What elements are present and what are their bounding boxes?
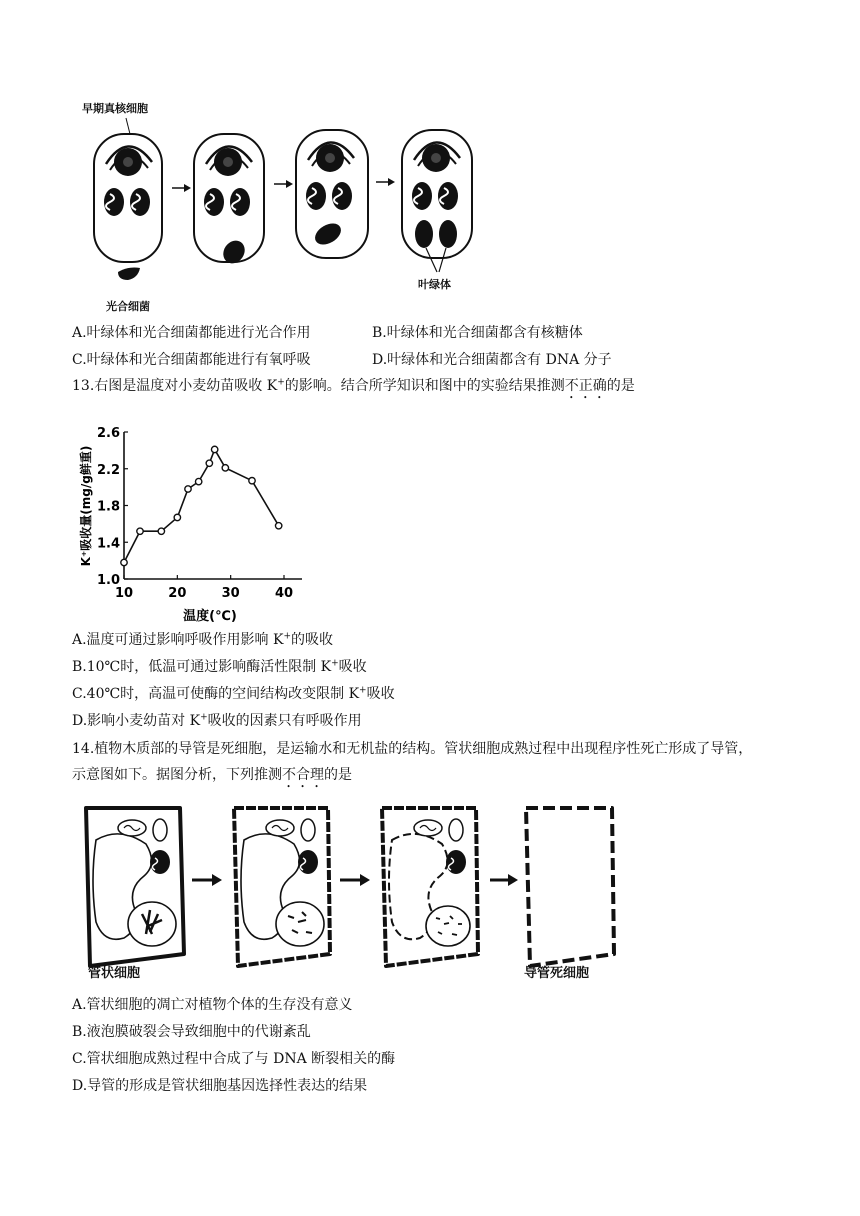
data-point — [195, 478, 201, 484]
q14-stem-line1: 14.植物木质部的导管是死细胞，是运输水和无机盐的结构。管状细胞成熟过程中出现程序性死亡形成了导管， — [72, 741, 753, 757]
q13-stem-suffix: 的是 — [606, 378, 635, 394]
q14-option-d: D.导管的形成是管状细胞基因选择性表达的结果 — [72, 1078, 368, 1094]
data-point — [211, 446, 217, 452]
data-point — [249, 477, 255, 483]
y-tick-label: 2.2 — [96, 462, 120, 478]
q13-option-b-post: 吸收 — [338, 659, 367, 675]
data-point — [222, 465, 228, 471]
q14-option-b: B.液泡膜破裂会导致细胞中的代谢紊乱 — [72, 1024, 311, 1040]
y-tick-label: 1.0 — [96, 573, 120, 588]
early-eukaryote-cell-1 — [94, 134, 162, 262]
q13-stem-mid: 的影响。结合所学知识和图中的实验结果推测 — [284, 378, 565, 394]
q13-option-a-pre: A.温度可通过影响呼吸作用影响 K — [72, 632, 284, 648]
vessel-formation-diagram — [72, 798, 620, 986]
q13-stem-sup: + — [277, 377, 285, 388]
maturing-cell — [234, 808, 330, 966]
q13-option-d-pre: D.影响小麦幼苗对 K — [72, 713, 201, 729]
series-line — [124, 449, 279, 562]
q13-option-c-sup: + — [359, 685, 367, 696]
y-tick-label: 1.4 — [96, 536, 120, 552]
x-tick-label: 30 — [221, 586, 240, 601]
data-point — [158, 528, 164, 534]
dying-cell — [382, 808, 478, 966]
label-early-eukaryote: 早期真核细胞 — [82, 102, 148, 115]
data-point — [137, 528, 143, 534]
data-point — [185, 486, 191, 492]
q14-stem-line2-post: 的是 — [324, 767, 352, 783]
y-tick-label: 2.6 — [96, 426, 120, 441]
tracheary-cell — [86, 808, 184, 966]
data-point — [174, 514, 180, 520]
vessel-dead-cell — [526, 808, 614, 966]
label-vessel-dead-cell: 导管死细胞 — [524, 966, 590, 981]
q12-option-c: C.叶绿体和光合细菌都能进行有氧呼吸 — [72, 352, 311, 368]
x-tick-label: 10 — [114, 586, 134, 601]
y-tick-label: 1.8 — [96, 499, 120, 515]
q13-option-b — [72, 658, 367, 676]
early-eukaryote-cell-2 — [194, 134, 264, 268]
q13-stem-prefix: 13.右图是温度对小麦幼苗吸收 K — [72, 378, 278, 394]
q13-option-b-pre: B.10℃时，低温可通过影响酶活性限制 K — [72, 659, 332, 675]
q13-option-b-sup: + — [331, 658, 339, 669]
q13-option-c — [72, 685, 395, 703]
q13-option-a — [72, 631, 333, 649]
endosymbiosis-figure — [74, 94, 486, 316]
q12-option-b: B.叶绿体和光合细菌都含有核糖体 — [372, 325, 583, 341]
k-uptake-chart — [72, 410, 312, 626]
x-axis-label: 温度(℃) — [183, 609, 237, 624]
q13-stem — [72, 377, 635, 402]
early-eukaryote-cell-3 — [296, 130, 368, 258]
data-point — [121, 559, 127, 565]
q13-option-c-post: 吸收 — [366, 686, 395, 702]
k-uptake-chart-svg — [72, 410, 312, 626]
q13-option-d-sup: + — [200, 712, 208, 723]
vessel-formation-figure — [72, 798, 620, 986]
q14-stem-line2-pre: 示意图如下。据图分析，下列推测 — [72, 767, 282, 783]
q13-stem-emphasis: 不正确 — [564, 378, 607, 394]
q12-option-d: D.叶绿体和光合细菌都含有 DNA 分子 — [372, 352, 612, 368]
q13-option-d — [72, 712, 362, 730]
q14-option-c: C.管状细胞成熟过程中合成了与 DNA 断裂相关的酶 — [72, 1051, 396, 1067]
q13-option-d-post: 吸收的因素只有呼吸作用 — [207, 713, 362, 729]
q13-option-a-post: 的吸收 — [291, 632, 334, 648]
q14-stem-line2 — [72, 766, 352, 791]
label-photosynthetic-bacteria: 光合细菌 — [106, 300, 150, 313]
q13-option-a-sup: + — [283, 631, 292, 642]
data-point — [206, 460, 212, 466]
q12-option-a: A.叶绿体和光合细菌都能进行光合作用 — [72, 325, 311, 341]
label-chloroplast: 叶绿体 — [418, 278, 451, 291]
label-tracheary-cell: 管状细胞 — [88, 966, 141, 981]
q14-option-a: A.管状细胞的凋亡对植物个体的生存没有意义 — [72, 997, 353, 1013]
x-tick-label: 20 — [168, 586, 187, 601]
photosynthetic-bacterium — [118, 268, 140, 281]
q14-stem-emphasis: 不合理 — [282, 767, 324, 783]
data-point — [275, 523, 281, 529]
early-eukaryote-cell-4 — [402, 130, 472, 258]
x-tick-label: 40 — [274, 586, 294, 601]
q13-option-c-pre: C.40℃时，高温可使酶的空间结构改变限制 K — [72, 686, 360, 702]
y-axis-label: K⁺吸收量(mg/g鲜重) — [79, 445, 93, 567]
